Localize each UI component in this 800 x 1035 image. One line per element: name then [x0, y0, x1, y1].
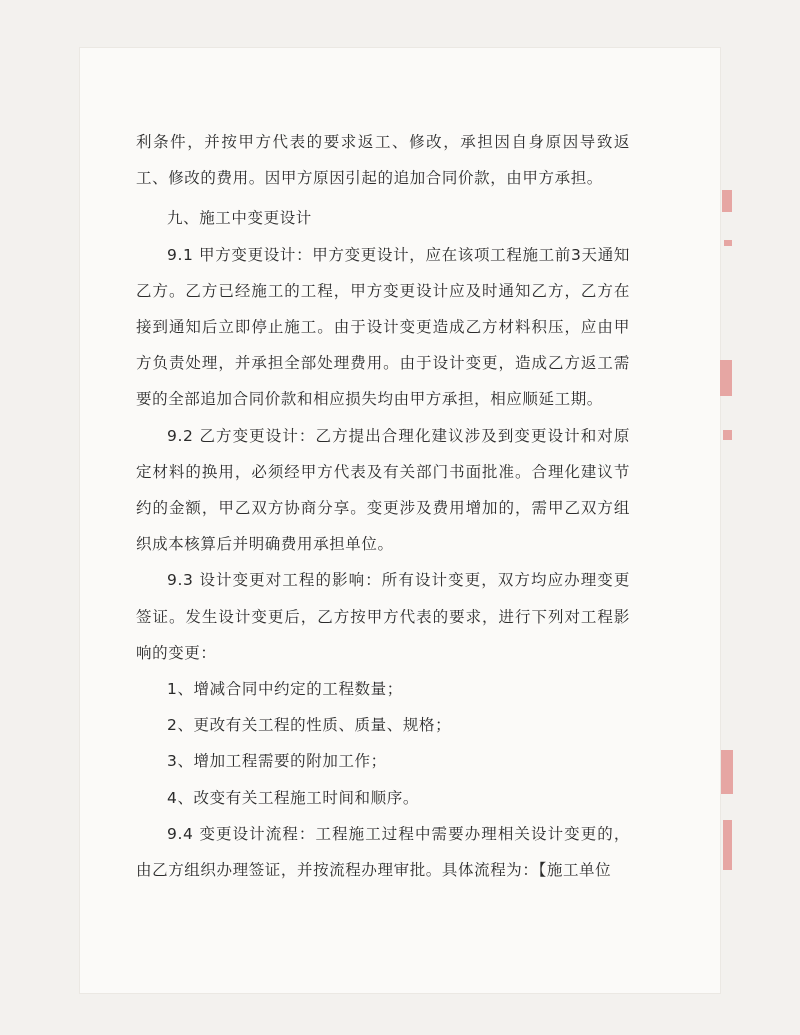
paragraph-continuation: 利条件，并按甲方代表的要求返工、修改，承担因自身原因导致返工、修改的费用。因甲方原因引起的追加合同价款，由甲方承担。 — [136, 133, 630, 188]
list-item-1: 1、增减合同中约定的工程数量； — [167, 680, 403, 699]
section-heading-9: 九、施工中变更设计 — [167, 209, 312, 228]
clause-9-1: 9.1 甲方变更设计：甲方变更设计，应在该项工程施工前3天通知乙方。乙方已经施工的工程，甲方变更设计应及时通知乙方，乙方在接到通知后立即停止施工。由于设计变更造成乙方材料积压，应由甲方负责处理，并承担全部处理费用。由于设计变更，造成乙方返工需要的全部追加合同价款和相应损失均由甲方承担，相应顺延工期。 — [136, 245, 630, 409]
list-item-3: 3、增加工程需要的附加工作； — [167, 752, 387, 771]
clause-9-3: 9.3 设计变更对工程的影响：所有设计变更，双方均应办理变更签证。发生设计变更后，乙方按甲方代表的要求，进行下列对工程影响的变更： — [136, 571, 630, 662]
list-item-4: 4、改变有关工程施工时间和顺序。 — [167, 788, 419, 807]
edge-stamp-marks — [720, 60, 738, 980]
list-item-2: 2、更改有关工程的性质、质量、规格； — [167, 716, 452, 735]
document-body — [136, 124, 630, 888]
clause-9-4: 9.4 变更设计流程：工程施工过程中需要办理相关设计变更的，由乙方组织办理签证，并按流程办理审批。具体流程为：【施工单位 — [136, 824, 630, 880]
clause-9-2: 9.2 乙方变更设计：乙方提出合理化建议涉及到变更设计和对原定材料的换用，必须经甲方代表及有关部门书面批准。合理化建议节约的金额，甲乙双方协商分享。变更涉及费用增加的，需甲乙双方组织成本核算后并明确费用承担单位。 — [136, 426, 630, 554]
